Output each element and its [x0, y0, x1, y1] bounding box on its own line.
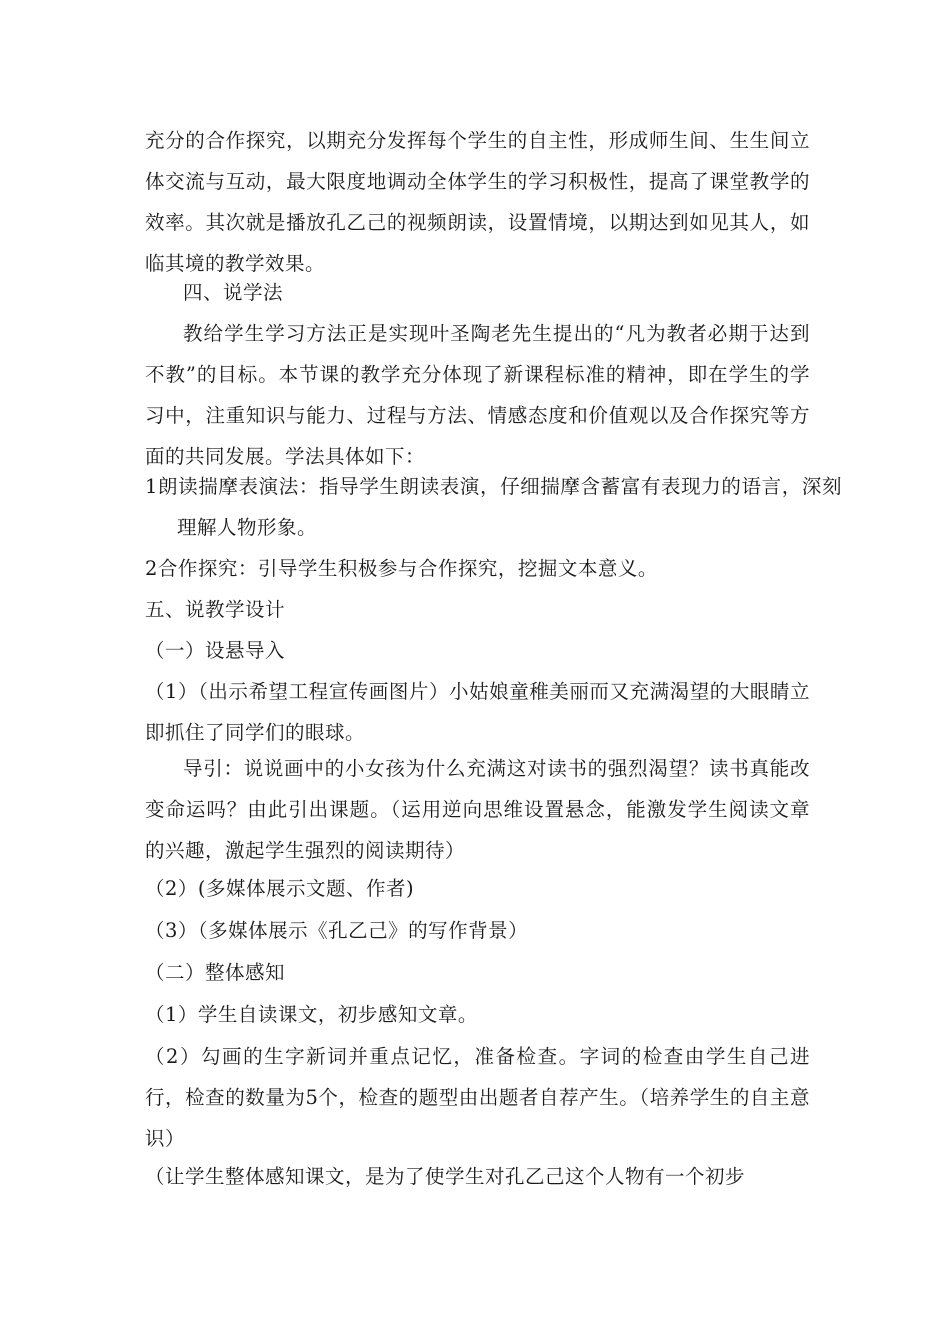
list-item-cooperative-inquiry: 2合作探究：引导学生积极参与合作探究，挖掘文本意义。 — [145, 557, 658, 580]
paragraph-introduction-2: （2）(多媒体展示文题、作者) — [145, 877, 415, 900]
paragraph-perception-note: （让学生整体感知课文，是为了使学生对孔乙己这个人物有一个初步 — [145, 1165, 746, 1188]
paragraph-introduction-1: （1）（出示希望工程宣传画图片）小姑娘童稚美丽而又充满渴望的大眼睛立即抓住了同学们的眼球。 — [145, 680, 810, 744]
heading-teaching-design: 五、说教学设计 — [145, 598, 286, 621]
paragraph-perception-2: （2）勾画的生字新词并重点记忆，准备检查。字词的检查由学生自己进行，检查的数量为5个，检查的题型由出题者自荐产生。（培养学生的自主意识） — [145, 1045, 810, 1150]
paragraph-learning-method: 教给学生学习方法正是实现叶圣陶老先生提出的“凡为教者必期于达到不教”的目标。本节课的教学充分体现了新课程标准的精神，即在学生的学习中，注重知识与能力、过程与方法、情感态度和价值观以及合作探究等方面的共同发展。学法具体如下： — [145, 322, 810, 468]
paragraph-cooperation: 充分的合作探究，以期充分发挥每个学生的自主性，形成师生间、生生间立体交流与互动，最大限度地调动全体学生的学习积极性，提高了课堂教学的效率。其次就是播放孔乙己的视频朗读，设置情境，以期达到如见其人，如临其境的教学效果。 — [145, 129, 810, 275]
list-item-reading-method: 1朗读揣摩表演法：指导学生朗读表演，仔细揣摩含蓄富有表现力的语言，深刻理解人物形象。 — [145, 475, 842, 539]
paragraph-guidance: 导引：说说画中的小女孩为什么充满这对读书的强烈渴望？读书真能改变命运吗？由此引出课题。（运用逆向思维设置悬念，能激发学生阅读文章的兴趣，激起学生强烈的阅读期待） — [145, 757, 810, 862]
subheading-introduction: （一）设悬导入 — [145, 639, 286, 662]
paragraph-perception-1: （1）学生自读课文，初步感知文章。 — [145, 1003, 478, 1026]
heading-learning-method: 四、说学法 — [183, 281, 284, 304]
paragraph-introduction-3: （3）（多媒体展示《孔乙己》的写作背景） — [145, 919, 529, 942]
subheading-overall-perception: （二）整体感知 — [145, 961, 286, 984]
